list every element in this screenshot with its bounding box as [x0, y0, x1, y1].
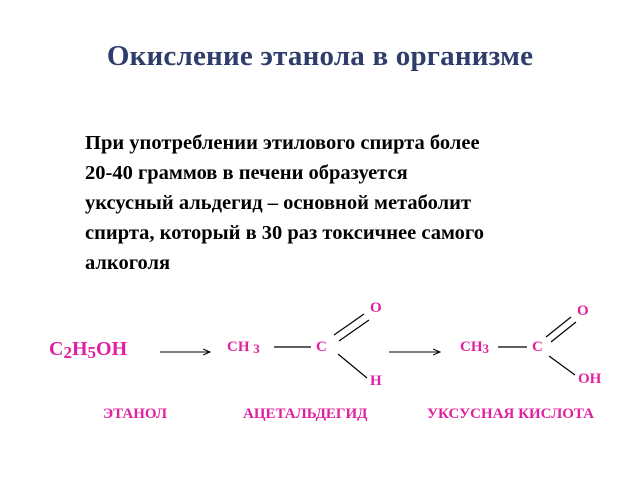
paragraph-line-3: уксусный альдегид – основной метаболит — [85, 192, 472, 214]
acid-double-bond-b — [551, 322, 576, 342]
label-ethanol: ЭТАНОЛ — [103, 406, 168, 422]
aldehyde-ch-bond — [338, 354, 367, 378]
acid-carbon: C — [532, 339, 543, 355]
paragraph-line-1: При употреблении этилового спирта более — [85, 132, 480, 154]
ethanol-formula — [49, 338, 127, 363]
label-acetic-acid: УКСУСНАЯ КИСЛОТА — [427, 406, 595, 422]
slide-title: Окисление этанола в организме — [106, 40, 534, 72]
acid-ch3-subscript: 3 — [482, 341, 489, 356]
paragraph-line-4: спирта, который в 30 раз токсичнее самого — [85, 222, 484, 244]
acid-c-oh-bond — [549, 356, 575, 375]
paragraph-line-5: алкоголя — [85, 252, 171, 274]
aldehyde-ch3-subscript: 3 — [253, 341, 260, 356]
acid-oxygen: O — [577, 303, 589, 319]
acid-ch: CH — [460, 339, 483, 355]
acid-double-bond-a — [546, 317, 571, 337]
ethanol-h: H — [71, 338, 88, 360]
paragraph-line-2: 20-40 граммов в печени образуется — [85, 162, 408, 184]
aldehyde-ch: CH — [227, 339, 250, 355]
aldehyde-double-bond-b — [339, 320, 369, 341]
ethanol-c-subscript: 2 — [63, 343, 72, 362]
aldehyde-ch3 — [227, 339, 260, 357]
label-acetaldehyde: АЦЕТАЛЬДЕГИД — [243, 406, 368, 422]
aldehyde-hydrogen: H — [370, 373, 382, 389]
acid-hydroxyl: OH — [578, 371, 602, 387]
acid-ch3 — [460, 339, 489, 357]
aldehyde-carbon: C — [316, 339, 327, 355]
aldehyde-oxygen: O — [370, 300, 382, 316]
ethanol-h-subscript: 5 — [87, 343, 97, 362]
ethanol-oh: OH — [96, 338, 128, 360]
ethanol-c: C — [49, 338, 64, 360]
aldehyde-double-bond-a — [334, 314, 364, 335]
